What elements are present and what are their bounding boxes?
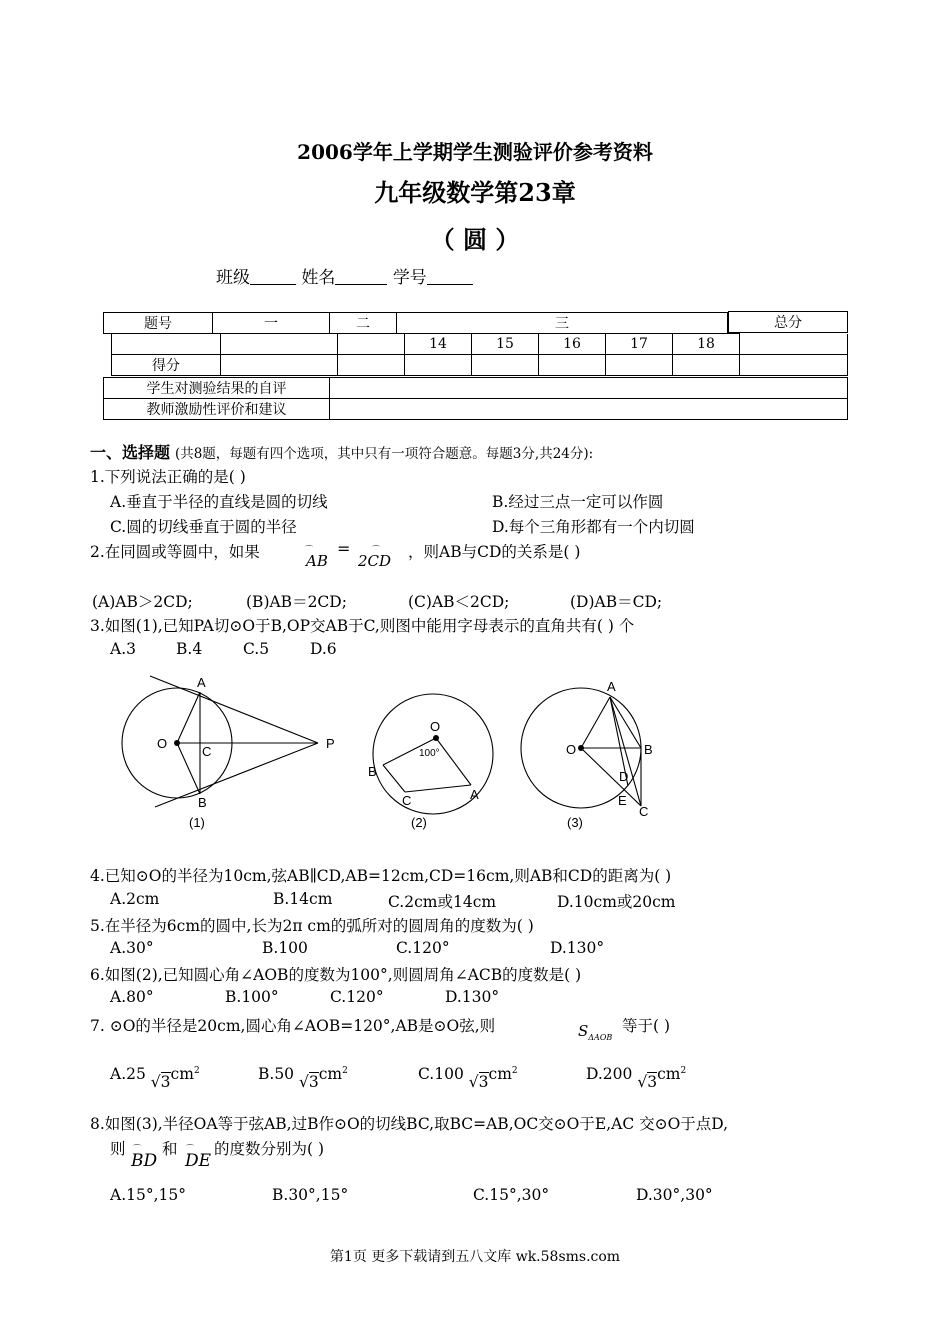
cell-teacher-eval: 教师激励性评价和建议 — [104, 399, 330, 420]
page-footer: 第1页 更多下载请到五八文库 wk.58sms.com — [329, 1249, 621, 1265]
q7-option-c[interactable]: C.100 $√3cm^2$ — [418, 1065, 518, 1091]
q8-arc-de: DE — [185, 1151, 212, 1171]
q2-stem-b: ，则AB与CD的关系是( ) — [408, 543, 581, 561]
section-heading — [90, 440, 593, 463]
q6-stem: 6.如图(2),已知圆心角∠AOB的度数为100°,则圆周角∠ACB的度数是( ) — [90, 966, 582, 984]
fig3-label-d: D — [619, 769, 629, 784]
score-2[interactable] — [338, 355, 405, 376]
fig2-label-c: C — [402, 793, 412, 808]
q3-option-b[interactable]: B.4 — [176, 640, 203, 658]
q5-option-a[interactable]: A.30° — [110, 939, 154, 957]
q4-stem: 4.已知⊙O的半径为10cm,弦AB∥CD,AB=12cm,CD=16cm,则AB和CD的距离为( ) — [90, 867, 672, 885]
cell-q16: 16 — [539, 334, 606, 355]
cell-q14: 14 — [405, 334, 472, 355]
q8-option-b[interactable]: B.30°,15° — [272, 1186, 349, 1204]
score-1[interactable] — [221, 355, 338, 376]
score-18[interactable] — [673, 355, 740, 376]
score-14[interactable] — [405, 355, 472, 376]
q6-option-c[interactable]: C.120° — [330, 988, 384, 1006]
class-blank[interactable] — [250, 268, 296, 285]
teacher-eval-field[interactable] — [330, 399, 848, 420]
student-info — [216, 263, 473, 288]
q1-option-a[interactable]: A.垂直于半径的直线是圆的切线 — [110, 493, 328, 511]
self-eval-field[interactable] — [330, 378, 848, 399]
q1-option-d[interactable]: D.每个三角形都有一个内切圆 — [492, 518, 695, 536]
fig1-label-o: O — [157, 736, 168, 751]
q1-option-b[interactable]: B.经过三点一定可以作圆 — [492, 493, 664, 511]
fig2-label-angle: 100° — [419, 748, 440, 759]
q2-arc-2cd: 2CD — [358, 552, 392, 570]
fig1-label-p: P — [326, 736, 335, 751]
fig1-caption: (1) — [189, 815, 205, 830]
score-15[interactable] — [472, 355, 539, 376]
q2-option-a[interactable]: (A)AB＞2CD; — [92, 593, 193, 611]
q3-option-a[interactable]: A.3 — [110, 640, 136, 658]
q7-stem-b: 等于( ) — [622, 1017, 671, 1035]
fig1-label-a: A — [197, 675, 206, 690]
fig2-caption: (2) — [411, 815, 427, 830]
fig3-label-o: O — [566, 742, 577, 757]
score-table-header — [103, 312, 728, 334]
q8-option-d[interactable]: D.30°,30° — [636, 1186, 713, 1204]
q7-option-d[interactable]: D.200 $√3cm^2$ — [586, 1065, 687, 1091]
cell-defen: 得分 — [112, 355, 221, 376]
q7-option-a[interactable]: A.25 $√3cm^2$ — [110, 1065, 200, 1091]
cell-total: 总分 — [729, 312, 848, 333]
section-title: 一、选择题 — [90, 443, 171, 462]
q8-and: 和 — [162, 1140, 178, 1158]
arc-mark-icon: ⌒ — [186, 1144, 194, 1153]
score-17[interactable] — [606, 355, 673, 376]
cell-q15: 15 — [472, 334, 539, 355]
fig3-caption: (3) — [567, 815, 583, 830]
fig3-label-b: B — [644, 742, 653, 757]
q7-option-b[interactable]: B.50 $√3cm^2$ — [258, 1065, 348, 1091]
geometry-figures — [100, 670, 720, 840]
evaluation-table — [103, 377, 848, 420]
arc-mark-icon: ⌒ — [305, 545, 313, 554]
cell-self-eval: 学生对测验结果的自评 — [104, 378, 330, 399]
cell-section-1: 一 — [213, 313, 330, 334]
q2-arc-ab: AB — [306, 552, 328, 570]
q2-stem-a: 2.在同圆或等圆中，如果 — [90, 543, 260, 561]
cell-q17: 17 — [606, 334, 673, 355]
score-16[interactable] — [539, 355, 606, 376]
fig3-label-e: E — [618, 793, 627, 808]
name-label: 姓名 — [301, 268, 336, 288]
cell-tihao: 题号 — [104, 313, 213, 334]
q2-option-d[interactable]: (D)AB＝CD; — [570, 593, 663, 611]
q3-stem: 3.如图(1),已知PA切⊙O于B,OP交AB于C,则图中能用字母表示的直角共有( ) 个 — [90, 617, 635, 635]
q4-option-a[interactable]: A.2cm — [110, 890, 160, 908]
class-label: 班级 — [216, 268, 250, 288]
cell-section-2: 二 — [330, 313, 397, 334]
q6-option-d[interactable]: D.130° — [445, 988, 500, 1006]
id-blank[interactable] — [427, 268, 473, 285]
q4-option-b[interactable]: B.14cm — [273, 890, 333, 908]
q5-option-c[interactable]: C.120° — [396, 939, 450, 957]
name-blank[interactable] — [335, 268, 387, 285]
q8-line2-b: 的度数分别为( ) — [214, 1140, 325, 1158]
q2-option-b[interactable]: (B)AB＝2CD; — [246, 593, 347, 611]
q5-stem: 5.在半径为6cm的圆中,长为2π cm的弧所对的圆周角的度数为( ) — [90, 917, 534, 935]
q6-option-a[interactable]: A.80° — [110, 988, 154, 1006]
q5-option-b[interactable]: B.100 — [262, 939, 308, 957]
q8-option-a[interactable]: A.15°,15° — [110, 1186, 186, 1204]
topic-title: （ 圆 ） — [430, 225, 520, 254]
q3-option-d[interactable]: D.6 — [310, 640, 337, 658]
q8-option-c[interactable]: C.15°,30° — [473, 1186, 550, 1204]
q1-stem: 1.下列说法正确的是( ) — [90, 468, 246, 486]
chapter-title: 九年级数学第23章 — [374, 178, 576, 207]
fig1-label-b: B — [198, 795, 207, 810]
score-table-body — [111, 333, 848, 376]
header-title: 2006学年上学期学生测验评价参考资料 — [297, 140, 653, 164]
cell-q18: 18 — [673, 334, 740, 355]
section-note: (共8题，每题有四个选项，其中只有一项符合题意。每题3分,共24分): — [174, 446, 594, 462]
fig2-label-a: A — [470, 787, 479, 802]
fig2-label-o: O — [430, 719, 441, 734]
q8-arc-bd: BD — [131, 1151, 158, 1171]
arc-mark-icon: ⌒ — [133, 1144, 141, 1153]
q7-area-symbol: $S_{\Delta AOB}$ — [578, 1022, 613, 1042]
q3-option-c[interactable]: C.5 — [243, 640, 270, 658]
q2-equals: = — [337, 539, 351, 558]
score-total[interactable] — [740, 355, 848, 376]
q4-option-d[interactable]: D.10cm或20cm — [557, 893, 676, 911]
q4-option-c[interactable]: C.2cm或14cm — [388, 893, 497, 911]
fig3-label-a: A — [607, 679, 616, 694]
q8-stem: 8.如图(3),半径OA等于弦AB,过B作⊙O的切线BC,取BC=AB,OC交⊙O于E,AC 交⊙O于点D, — [90, 1115, 729, 1133]
fig1-label-c: C — [202, 744, 212, 759]
figure-1-diagram — [122, 676, 318, 807]
score-total-header — [728, 311, 848, 333]
cell-section-3: 三 — [397, 313, 728, 334]
id-label: 学号 — [392, 268, 427, 288]
q7-stem-a: 7. ⊙O的半径是20cm,圆心角∠AOB=120°,AB是⊙O弦,则 — [90, 1017, 496, 1035]
fig3-label-c: C — [639, 804, 649, 819]
fig2-label-b: B — [368, 764, 377, 779]
q6-option-b[interactable]: B.100° — [225, 988, 279, 1006]
q1-option-c[interactable]: C.圆的切线垂直于圆的半径 — [110, 518, 297, 536]
arc-mark-icon: ⌒ — [372, 545, 380, 554]
q2-option-c[interactable]: (C)AB＜2CD; — [408, 593, 510, 611]
q8-line2-a: 则 — [110, 1140, 126, 1158]
q5-option-d[interactable]: D.130° — [550, 939, 605, 957]
